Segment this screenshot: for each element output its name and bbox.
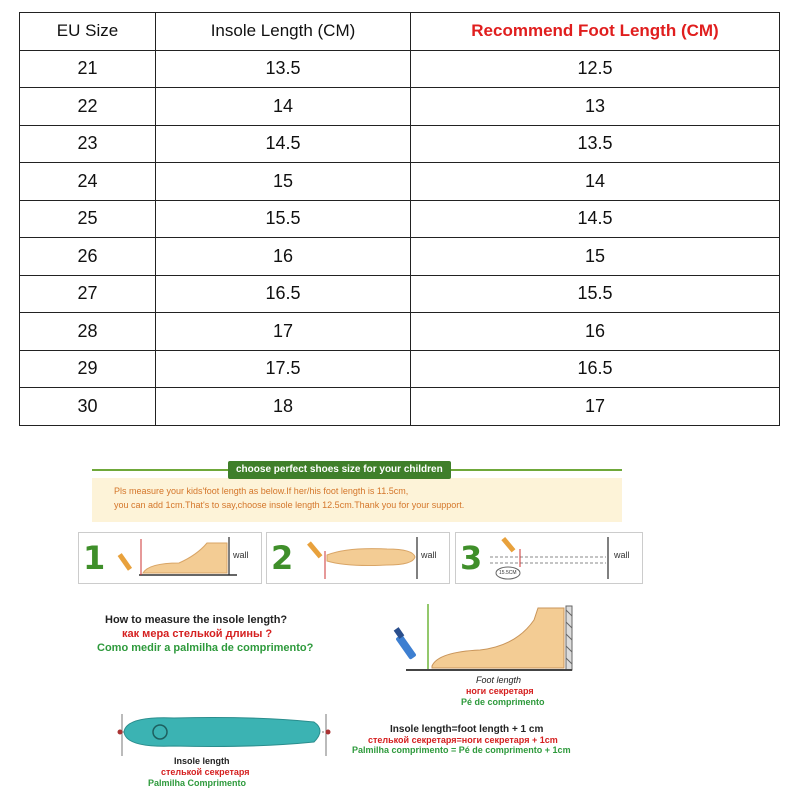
guide-note-line-2: you can add 1cm.That's to say,choose insole length 12.5cm.Thank you for your support. [114, 500, 465, 510]
cell-insole-length: 14 [156, 88, 411, 126]
foot-label-ru: ноги секретаря [466, 686, 534, 696]
table-row [20, 275, 780, 313]
insole-label-pt: Palmilha Comprimento [148, 778, 247, 788]
pen-icon [394, 627, 417, 660]
formula-en: Insole length=foot length + 1 cm [390, 724, 544, 735]
table-row [20, 125, 780, 163]
cell-insole-length: 13.5 [156, 50, 411, 88]
cell-foot-length: 13 [411, 88, 780, 126]
step-2-wall-label: wall [421, 550, 437, 560]
size-table [19, 12, 780, 426]
cell-insole-length: 17 [156, 313, 411, 351]
header-recommend-foot-length: Recommend Foot Length (CM) [411, 13, 780, 51]
step-1-panel [78, 532, 262, 584]
cell-eu-size: 28 [20, 313, 156, 351]
cell-foot-length: 17 [411, 388, 780, 426]
foot-measure-illustration [388, 600, 588, 680]
measure-question-pt: Como medir a palmilha de comprimento? [97, 642, 314, 654]
table-row [20, 388, 780, 426]
foot-label-pt: Pé de comprimento [461, 697, 545, 707]
table-row [20, 50, 780, 88]
measure-question-en: How to measure the insole length? [105, 614, 288, 626]
cell-eu-size: 27 [20, 275, 156, 313]
cell-eu-size: 23 [20, 125, 156, 163]
cell-insole-length: 15 [156, 163, 411, 201]
cell-eu-size: 30 [20, 388, 156, 426]
formula-pt: Palmilha comprimento = Pé de comprimento + 1cm [352, 745, 571, 755]
step-1-wall-label: wall [233, 550, 249, 560]
step-3-badge-text: 15.5CM [499, 570, 517, 576]
pencil-icon [118, 553, 132, 571]
cell-insole-length: 17.5 [156, 350, 411, 388]
table-row [20, 88, 780, 126]
cell-insole-length: 16 [156, 238, 411, 276]
cell-eu-size: 24 [20, 163, 156, 201]
step-3-panel [455, 532, 643, 584]
insole-illustration [114, 710, 334, 760]
cell-eu-size: 21 [20, 50, 156, 88]
cell-foot-length: 16 [411, 313, 780, 351]
header-insole-length: Insole Length (CM) [156, 13, 411, 51]
guide-note-line-1: Pls measure your kids'foot length as below.If her/his foot length is 11.5cm, [114, 486, 409, 496]
formula-ru: стелькой секретаря=ноги секретаря + 1cm [368, 735, 558, 745]
cell-foot-length: 14 [411, 163, 780, 201]
cell-insole-length: 15.5 [156, 200, 411, 238]
table-body [20, 50, 780, 425]
step-2-panel [266, 532, 450, 584]
cell-insole-length: 16.5 [156, 275, 411, 313]
cell-insole-length: 14.5 [156, 125, 411, 163]
cell-eu-size: 25 [20, 200, 156, 238]
pencil-icon [307, 541, 322, 558]
measure-question-ru: как мера стелькой длины ? [122, 628, 273, 640]
cell-foot-length: 15 [411, 238, 780, 276]
cell-foot-length: 15.5 [411, 275, 780, 313]
guide-note-box [92, 478, 622, 522]
step-3-number: 3 [460, 539, 483, 577]
foot-side-icon [432, 608, 564, 668]
banner-title: choose perfect shoes size for your children [228, 461, 451, 479]
foot-label-en: Foot length [476, 675, 522, 685]
table-row [20, 238, 780, 276]
cell-foot-length: 12.5 [411, 50, 780, 88]
cell-eu-size: 26 [20, 238, 156, 276]
pencil-icon [501, 537, 515, 552]
foot-side-icon [143, 543, 227, 573]
step-2-number: 2 [271, 539, 294, 577]
cell-foot-length: 13.5 [411, 125, 780, 163]
cell-insole-length: 18 [156, 388, 411, 426]
insole-label-en: Insole length [174, 756, 230, 766]
cell-foot-length: 16.5 [411, 350, 780, 388]
table-row [20, 313, 780, 351]
header-eu-size: EU Size [20, 13, 156, 51]
cell-foot-length: 14.5 [411, 200, 780, 238]
table-row [20, 350, 780, 388]
cell-eu-size: 29 [20, 350, 156, 388]
table-header-row [20, 13, 780, 51]
step-1-number: 1 [83, 539, 106, 577]
cell-eu-size: 22 [20, 88, 156, 126]
guide-banner [92, 458, 622, 522]
insole-label-ru: стелькой секретаря [161, 767, 250, 777]
foot-top-icon [327, 549, 415, 566]
table-row [20, 200, 780, 238]
step-3-wall-label: wall [614, 550, 630, 560]
table-row [20, 163, 780, 201]
